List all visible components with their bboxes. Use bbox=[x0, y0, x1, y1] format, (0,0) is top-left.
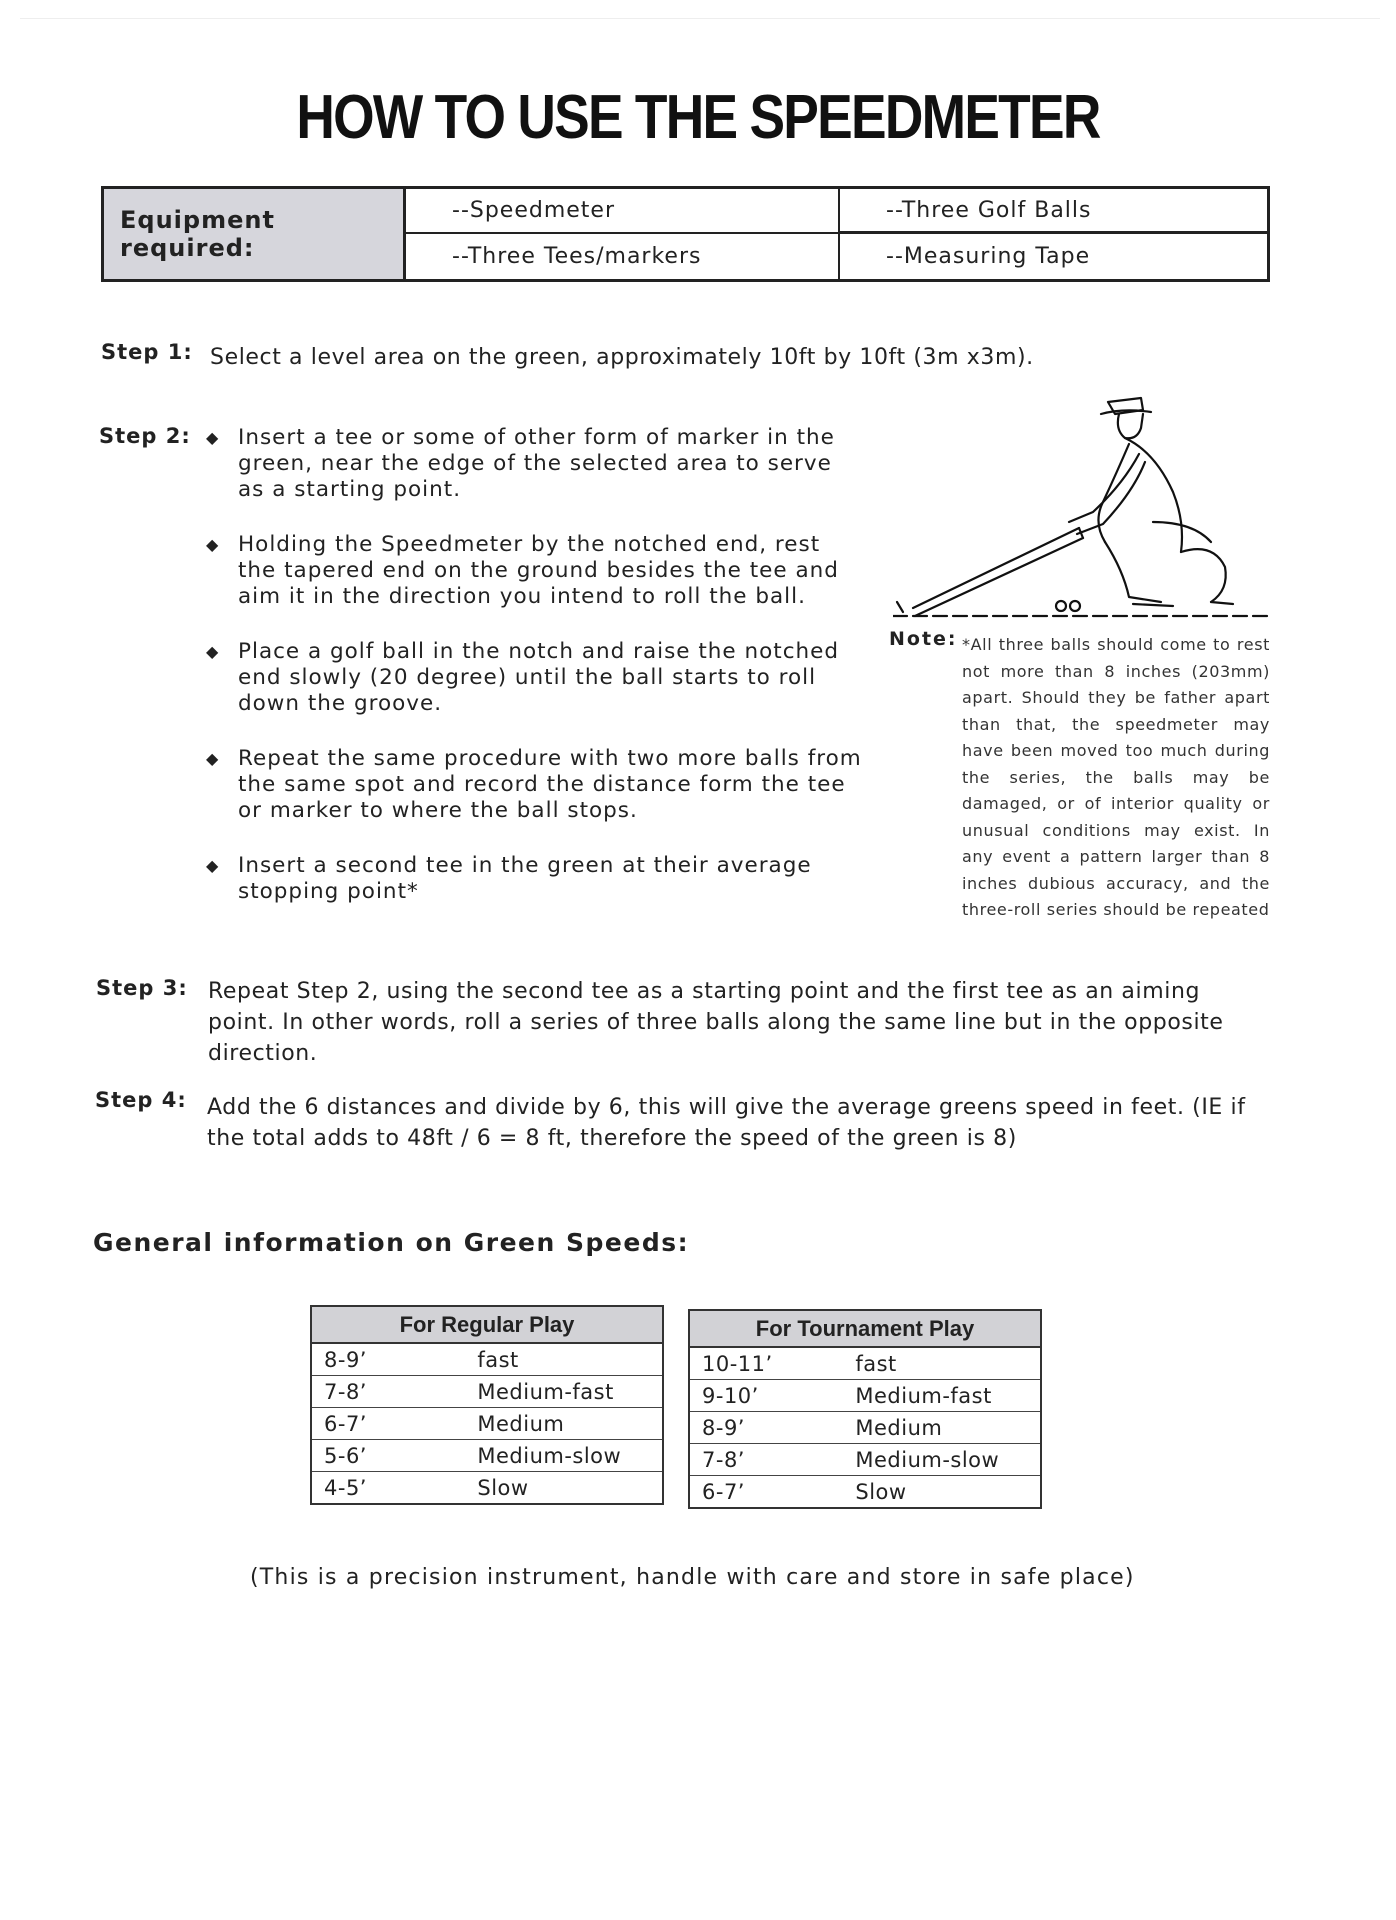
step1-text: Select a level area on the green, approximately 10ft by 10ft (3m x3m). bbox=[210, 345, 1034, 370]
speed-cell: Medium-slow bbox=[855, 1444, 1041, 1476]
speed-cell: Slow bbox=[855, 1476, 1041, 1509]
step4-label: Step 4: bbox=[95, 1088, 187, 1112]
step4-text: Add the 6 distances and divide by 6, this will give the average greens speed in feet. (IE if the total adds to 48ft / 6 = 8 ft, therefore the speed of the green is 8) bbox=[207, 1095, 1246, 1151]
table-row bbox=[689, 1444, 1041, 1476]
range-cell: 9-10’ bbox=[689, 1380, 855, 1412]
bullet-diamond-icon: ◆ bbox=[206, 642, 220, 661]
bullet-text: Place a golf ball in the notch and raise the notched end slowly (20 degree) until the ball starts to roll down the groove. bbox=[238, 639, 840, 716]
speed-cell: fast bbox=[855, 1347, 1041, 1380]
regular-play-table bbox=[310, 1305, 664, 1505]
table-row bbox=[311, 1408, 663, 1440]
bullet-diamond-icon: ◆ bbox=[206, 856, 220, 875]
bullet-text: Holding the Speedmeter by the notched end, rest the tapered end on the ground besides the tee and aim it in the direction you intend to roll the ball. bbox=[238, 532, 839, 609]
table-header: For Regular Play bbox=[311, 1306, 663, 1343]
range-cell: 7-8’ bbox=[689, 1444, 855, 1476]
table-header: For Tournament Play bbox=[689, 1310, 1041, 1347]
range-cell: 4-5’ bbox=[311, 1472, 477, 1505]
range-cell: 8-9’ bbox=[311, 1343, 477, 1376]
speed-cell: Medium bbox=[855, 1412, 1041, 1444]
tournament-play-table bbox=[688, 1309, 1042, 1509]
table-row bbox=[311, 1472, 663, 1505]
speed-cell: fast bbox=[477, 1343, 663, 1376]
bullet-diamond-icon: ◆ bbox=[206, 428, 220, 447]
table-row bbox=[689, 1380, 1041, 1412]
note-text: *All three balls should come to rest not more than 8 inches (203mm) apart. Should they be father apart than that, the speedmeter may have been moved too much during the series, the balls may be damaged, or of interior quality or unusual conditions may exist. In any event a pattern larger than 8 inches dubious accuracy, and the three-roll series should be repeated bbox=[962, 635, 1270, 919]
list-item bbox=[206, 639, 866, 717]
table-row bbox=[311, 1376, 663, 1408]
equipment-label: Equipment required: bbox=[104, 189, 406, 279]
table-row bbox=[689, 1476, 1041, 1509]
equipment-table bbox=[101, 186, 1270, 282]
equipment-item: --Measuring Tape bbox=[886, 244, 1091, 269]
range-cell: 10-11’ bbox=[689, 1347, 855, 1380]
footer-note: (This is a precision instrument, handle with care and store in safe place) bbox=[250, 1565, 1135, 1590]
equipment-item: --Three Tees/markers bbox=[406, 234, 840, 279]
list-item bbox=[206, 853, 866, 905]
bullet-text: Insert a tee or some of other form of marker in the green, near the edge of the selected area to serve as a starting point. bbox=[238, 425, 835, 502]
bullet-diamond-icon: ◆ bbox=[206, 535, 220, 554]
range-cell: 6-7’ bbox=[311, 1408, 477, 1440]
bullet-text: Insert a second tee in the green at their average stopping point* bbox=[238, 853, 812, 904]
speed-cell: Slow bbox=[477, 1472, 663, 1505]
table-row bbox=[311, 1440, 663, 1472]
equipment-items bbox=[406, 189, 1267, 279]
bullet-diamond-icon: ◆ bbox=[206, 749, 220, 768]
step3-text: Repeat Step 2, using the second tee as a starting point and the first tee as an aiming point. In other words, roll a series of three balls along the same line but in the opposite direction. bbox=[208, 979, 1224, 1066]
equipment-item: --Three Golf Balls bbox=[840, 189, 1267, 234]
table-row bbox=[689, 1347, 1041, 1380]
step2-label: Step 2: bbox=[99, 424, 191, 448]
golfer-crouching-illustration bbox=[893, 392, 1275, 624]
range-cell: 7-8’ bbox=[311, 1376, 477, 1408]
speed-cell: Medium bbox=[477, 1408, 663, 1440]
page-border bbox=[20, 18, 1380, 1909]
range-cell: 5-6’ bbox=[311, 1440, 477, 1472]
bullet-text: Repeat the same procedure with two more balls from the same spot and record the distance form the tee or marker to where the ball stops. bbox=[238, 746, 862, 823]
page-title: HOW TO USE THE SPEEDMETER bbox=[296, 83, 1100, 152]
step1-label: Step 1: bbox=[101, 340, 193, 364]
step2-bullet-list bbox=[206, 425, 866, 934]
table-row bbox=[689, 1412, 1041, 1444]
range-cell: 6-7’ bbox=[689, 1476, 855, 1509]
list-item bbox=[206, 425, 866, 503]
equipment-item: --Speedmeter bbox=[406, 189, 840, 234]
speed-cell: Medium-fast bbox=[855, 1380, 1041, 1412]
note-label: Note: bbox=[889, 628, 958, 650]
range-cell: 8-9’ bbox=[689, 1412, 855, 1444]
list-item bbox=[206, 746, 866, 824]
list-item bbox=[206, 532, 866, 610]
table-row bbox=[311, 1343, 663, 1376]
step3-label: Step 3: bbox=[96, 976, 188, 1000]
section-heading: General information on Green Speeds: bbox=[93, 1228, 690, 1257]
speed-cell: Medium-slow bbox=[477, 1440, 663, 1472]
speed-cell: Medium-fast bbox=[477, 1376, 663, 1408]
